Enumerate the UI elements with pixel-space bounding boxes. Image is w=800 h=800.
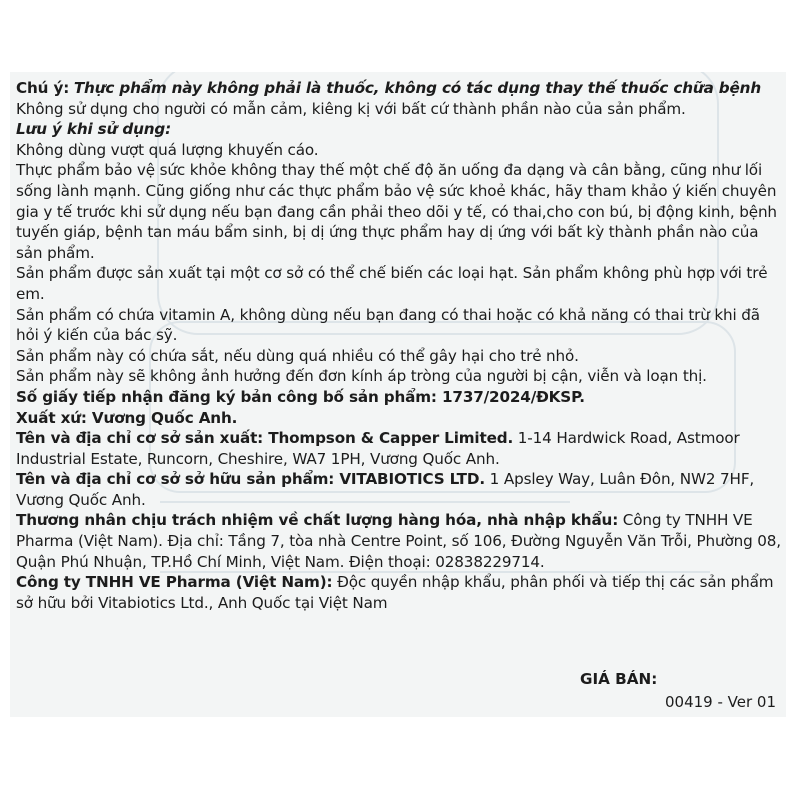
manufacturer-label: Tên và địa chỉ cơ sở sản xuất: Thompson & Capper Limited.	[16, 429, 514, 448]
usage-note-line: Sản phẩm này có chứa sắt, nếu dùng quá nhiều có thể gây hại cho trẻ nhỏ.	[16, 346, 579, 365]
usage-note-line: Sản phẩm này sẽ không ảnh hưởng đến đơn kính áp tròng của người bị cận, viễn và loạn thị.	[16, 367, 707, 386]
importer-info	[16, 510, 784, 572]
owner-info	[16, 469, 784, 510]
label-text	[16, 78, 784, 613]
caution-label: Chú ý:	[16, 79, 70, 97]
version-code: 00419 - Ver 01	[664, 693, 776, 711]
distributor-info	[16, 572, 784, 613]
owner-address: 1 Apsley Way, Luân Đôn, NW2 7HF, Vương Quốc Anh.	[16, 470, 755, 509]
importer-label: Thương nhân chịu trách nhiệm về chất lượng hàng hóa, nhà nhập khẩu:	[16, 511, 619, 530]
product-label	[10, 72, 786, 717]
caution-line	[16, 78, 784, 99]
registration-number: Số giấy tiếp nhận đăng ký bản công bố sản phẩm: 1737/2024/ĐKSP.	[16, 387, 585, 406]
origin: Xuất xứ: Vương Quốc Anh.	[16, 408, 238, 427]
manufacturer-info	[16, 428, 784, 469]
price-label: GIÁ BÁN:	[580, 670, 658, 688]
distributor-details: Độc quyền nhập khẩu, phân phối và tiếp thị các sản phẩm sở hữu bởi Vitabiotics Ltd., Anh Quốc tại Việt Nam	[16, 573, 774, 612]
owner-label: Tên và địa chỉ cơ sở sở hữu sản phẩm: VITABIOTICS LTD.	[16, 470, 485, 489]
usage-note-line: Sản phẩm có chứa vitamin A, không dùng nếu bạn đang có thai hoặc có khả năng có thai trừ khi đã hỏi ý kiến của bác sỹ.	[16, 305, 760, 345]
usage-note-line: Không dùng vượt quá lượng khuyến cáo.	[16, 140, 319, 159]
importer-details: Công ty TNHH VE Pharma (Việt Nam). Địa chỉ: Tầng 7, tòa nhà Centre Point, số 106, Đường Nguyễn Văn Trỗi, Phường 08, Quận Phú Nhuận, TP.Hồ Chí Minh, Việt Nam. Điện thoại: 02838229714.	[16, 511, 781, 571]
usage-note-line: Thực phẩm bảo vệ sức khỏe không thay thế một chế độ ăn uống đa dạng và cân bằng, cũng như lối sống lành mạnh. Cũng giống như các thực phẩm bảo vệ sức khoẻ khác, hãy tham khảo ý kiến chuyên gia y tế trước khi sử dụng nếu bạn đang cần phải theo dõi y tế, có thai,cho con bú, bị động kinh, bệnh tuyến giáp, bệnh tan máu bẩm sinh, bị dị ứng thực phẩm hay dị ứng với bất kỳ thành phần nào của sản phẩm.	[16, 161, 777, 262]
usage-note-line: Sản phẩm được sản xuất tại một cơ sở có thể chế biến các loại hạt. Sản phẩm không phù hợp với trẻ em.	[16, 264, 768, 303]
contraindication-text: Không sử dụng cho người có mẫn cảm, kiêng kị với bất cứ thành phần nào của sản phẩm.	[16, 99, 686, 118]
distributor-label: Công ty TNHH VE Pharma (Việt Nam):	[16, 573, 333, 592]
usage-note-title: Lưu ý khi sử dụng:	[16, 120, 172, 139]
manufacturer-address: 1-14 Hardwick Road, Astmoor Industrial Estate, Runcorn, Cheshire, WA7 1PH, Vương Quốc Anh.	[16, 429, 740, 468]
caution-text: Thực phẩm này không phải là thuốc, không có tác dụng thay thế thuốc chữa bệnh	[73, 79, 762, 97]
